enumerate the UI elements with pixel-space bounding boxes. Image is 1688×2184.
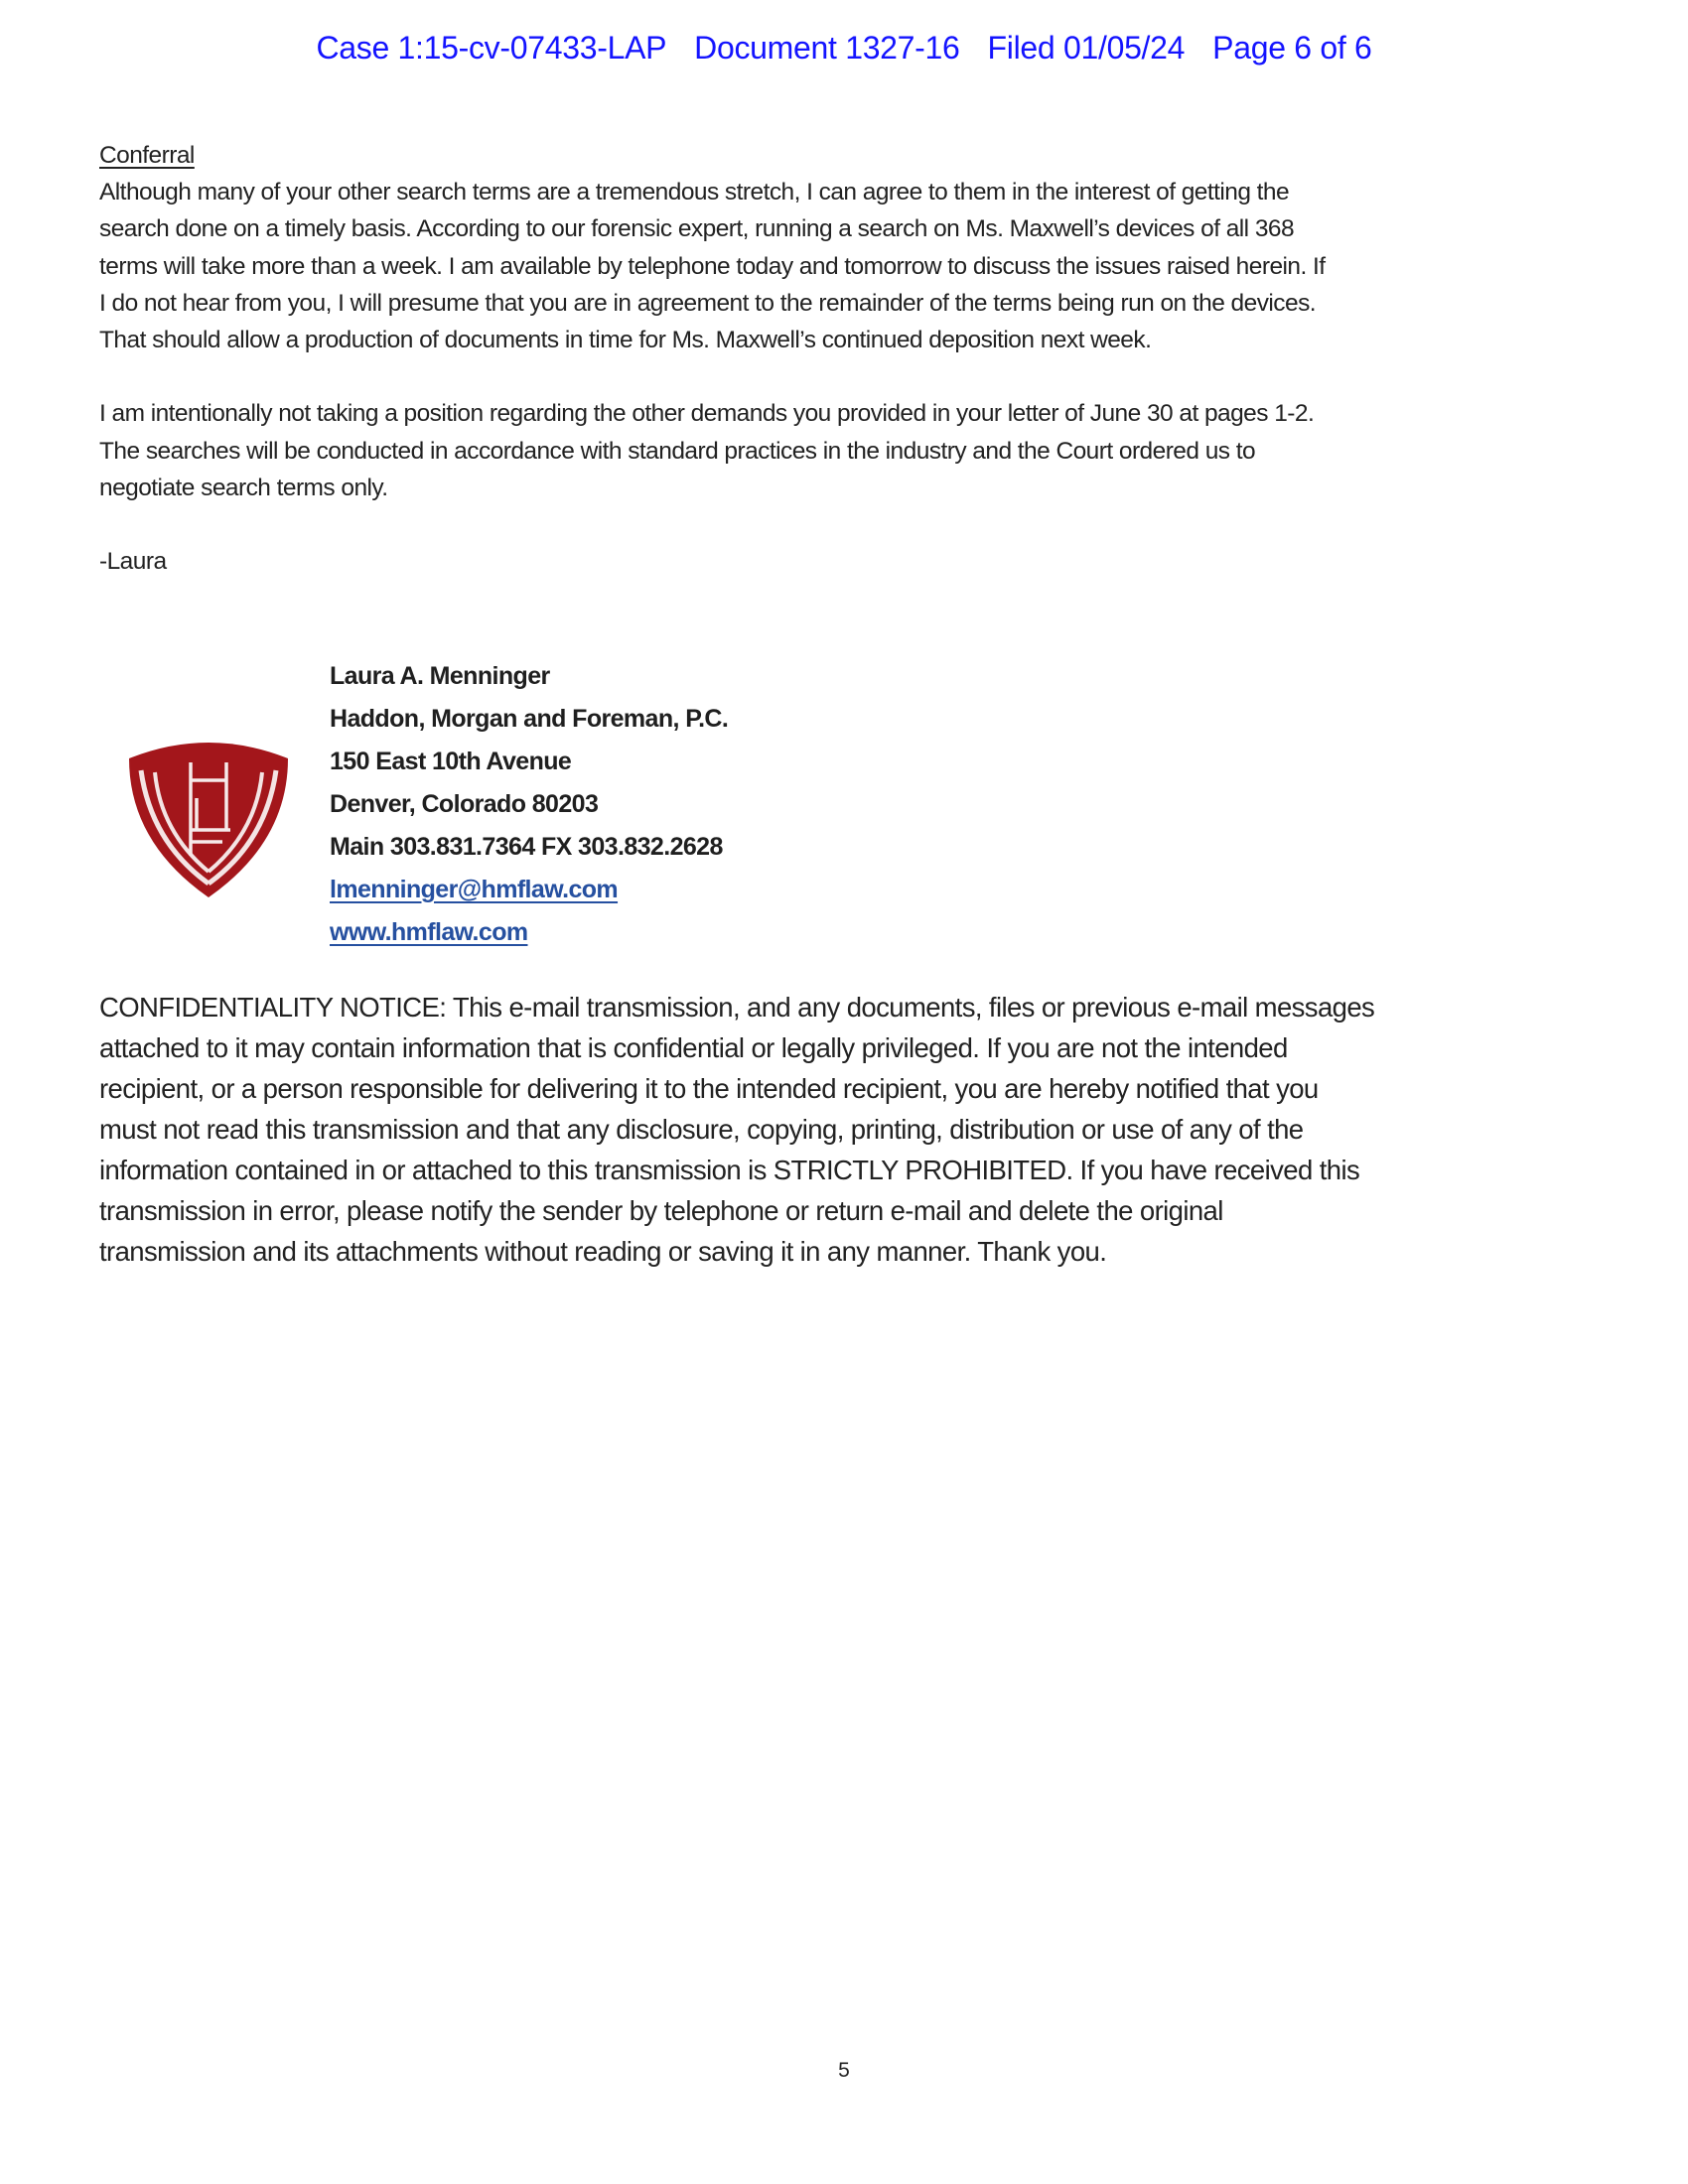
document-number: Document 1327-16 — [694, 30, 960, 66]
paragraph-line: I do not hear from you, I will presume that you are in agreement to the remainder of the terms being run on the devices. — [99, 289, 1317, 317]
paragraph-line: Although many of your other search terms are a tremendous stretch, I can agree to them in the interest of getting the — [99, 179, 1290, 206]
paragraph-line: search done on a timely basis. According to our forensic expert, running a search on Ms. Maxwell’s devices of all 368 — [99, 215, 1295, 243]
ecf-filing-header — [0, 30, 1688, 67]
notice-line: information contained in or attached to this transmission is STRICTLY PROHIBITED. If you have received this — [99, 1155, 1360, 1185]
confidentiality-notice — [99, 987, 1628, 1272]
notice-line: recipient, or a person responsible for delivering it to the intended recipient, you are hereby notified that you — [99, 1073, 1319, 1104]
blank-line — [99, 506, 1609, 543]
hmf-shield-logo-icon — [121, 733, 296, 901]
paragraph-line: negotiate search terms only. — [99, 474, 388, 501]
page-number: 5 — [838, 2059, 850, 2082]
signature-phone: Main 303.831.7364 FX 303.832.2628 — [330, 833, 723, 861]
signoff: -Laura — [99, 548, 167, 576]
signature-city: Denver, Colorado 80203 — [330, 790, 599, 818]
signature-firm: Haddon, Morgan and Foreman, P.C. — [330, 705, 729, 733]
paragraph-line: The searches will be conducted in accordance with standard practices in the industry and the Court ordered us to — [99, 437, 1256, 465]
notice-line: transmission and its attachments without reading or saving it in any manner. Thank you. — [99, 1236, 1107, 1267]
signature-name: Laura A. Menninger — [330, 662, 550, 690]
paragraph-line: That should allow a production of documents in time for Ms. Maxwell’s continued deposition next week. — [99, 326, 1152, 353]
notice-line: attached to it may contain information that is confidential or legally privileged. If you are not the intended — [99, 1032, 1288, 1063]
page-count: Page 6 of 6 — [1212, 30, 1372, 66]
blank-line — [99, 358, 1609, 395]
notice-line: must not read this transmission and that any disclosure, copying, printing, distribution or use of any of the — [99, 1114, 1304, 1145]
paragraph-line: terms will take more than a week. I am available by telephone today and tomorrow to discuss the issues raised herein. If — [99, 252, 1326, 280]
filed-date: Filed 01/05/24 — [987, 30, 1186, 66]
email-link[interactable]: lmenninger@hmflaw.com — [330, 876, 619, 903]
email-body — [99, 137, 1609, 580]
notice-line: transmission in error, please notify the sender by telephone or return e-mail and delete the original — [99, 1195, 1223, 1226]
paragraph-line: I am intentionally not taking a position regarding the other demands you provided in your letter of June 30 at pages 1-2. — [99, 400, 1315, 428]
email-signature — [330, 655, 728, 954]
notice-line: CONFIDENTIALITY NOTICE: This e-mail transmission, and any documents, files or previous e-mail messages — [99, 992, 1375, 1023]
signature-street: 150 East 10th Avenue — [330, 748, 572, 775]
section-heading: Conferral — [99, 142, 195, 169]
website-link[interactable]: www.hmflaw.com — [330, 918, 528, 946]
case-number: Case 1:15-cv-07433-LAP — [316, 30, 667, 66]
